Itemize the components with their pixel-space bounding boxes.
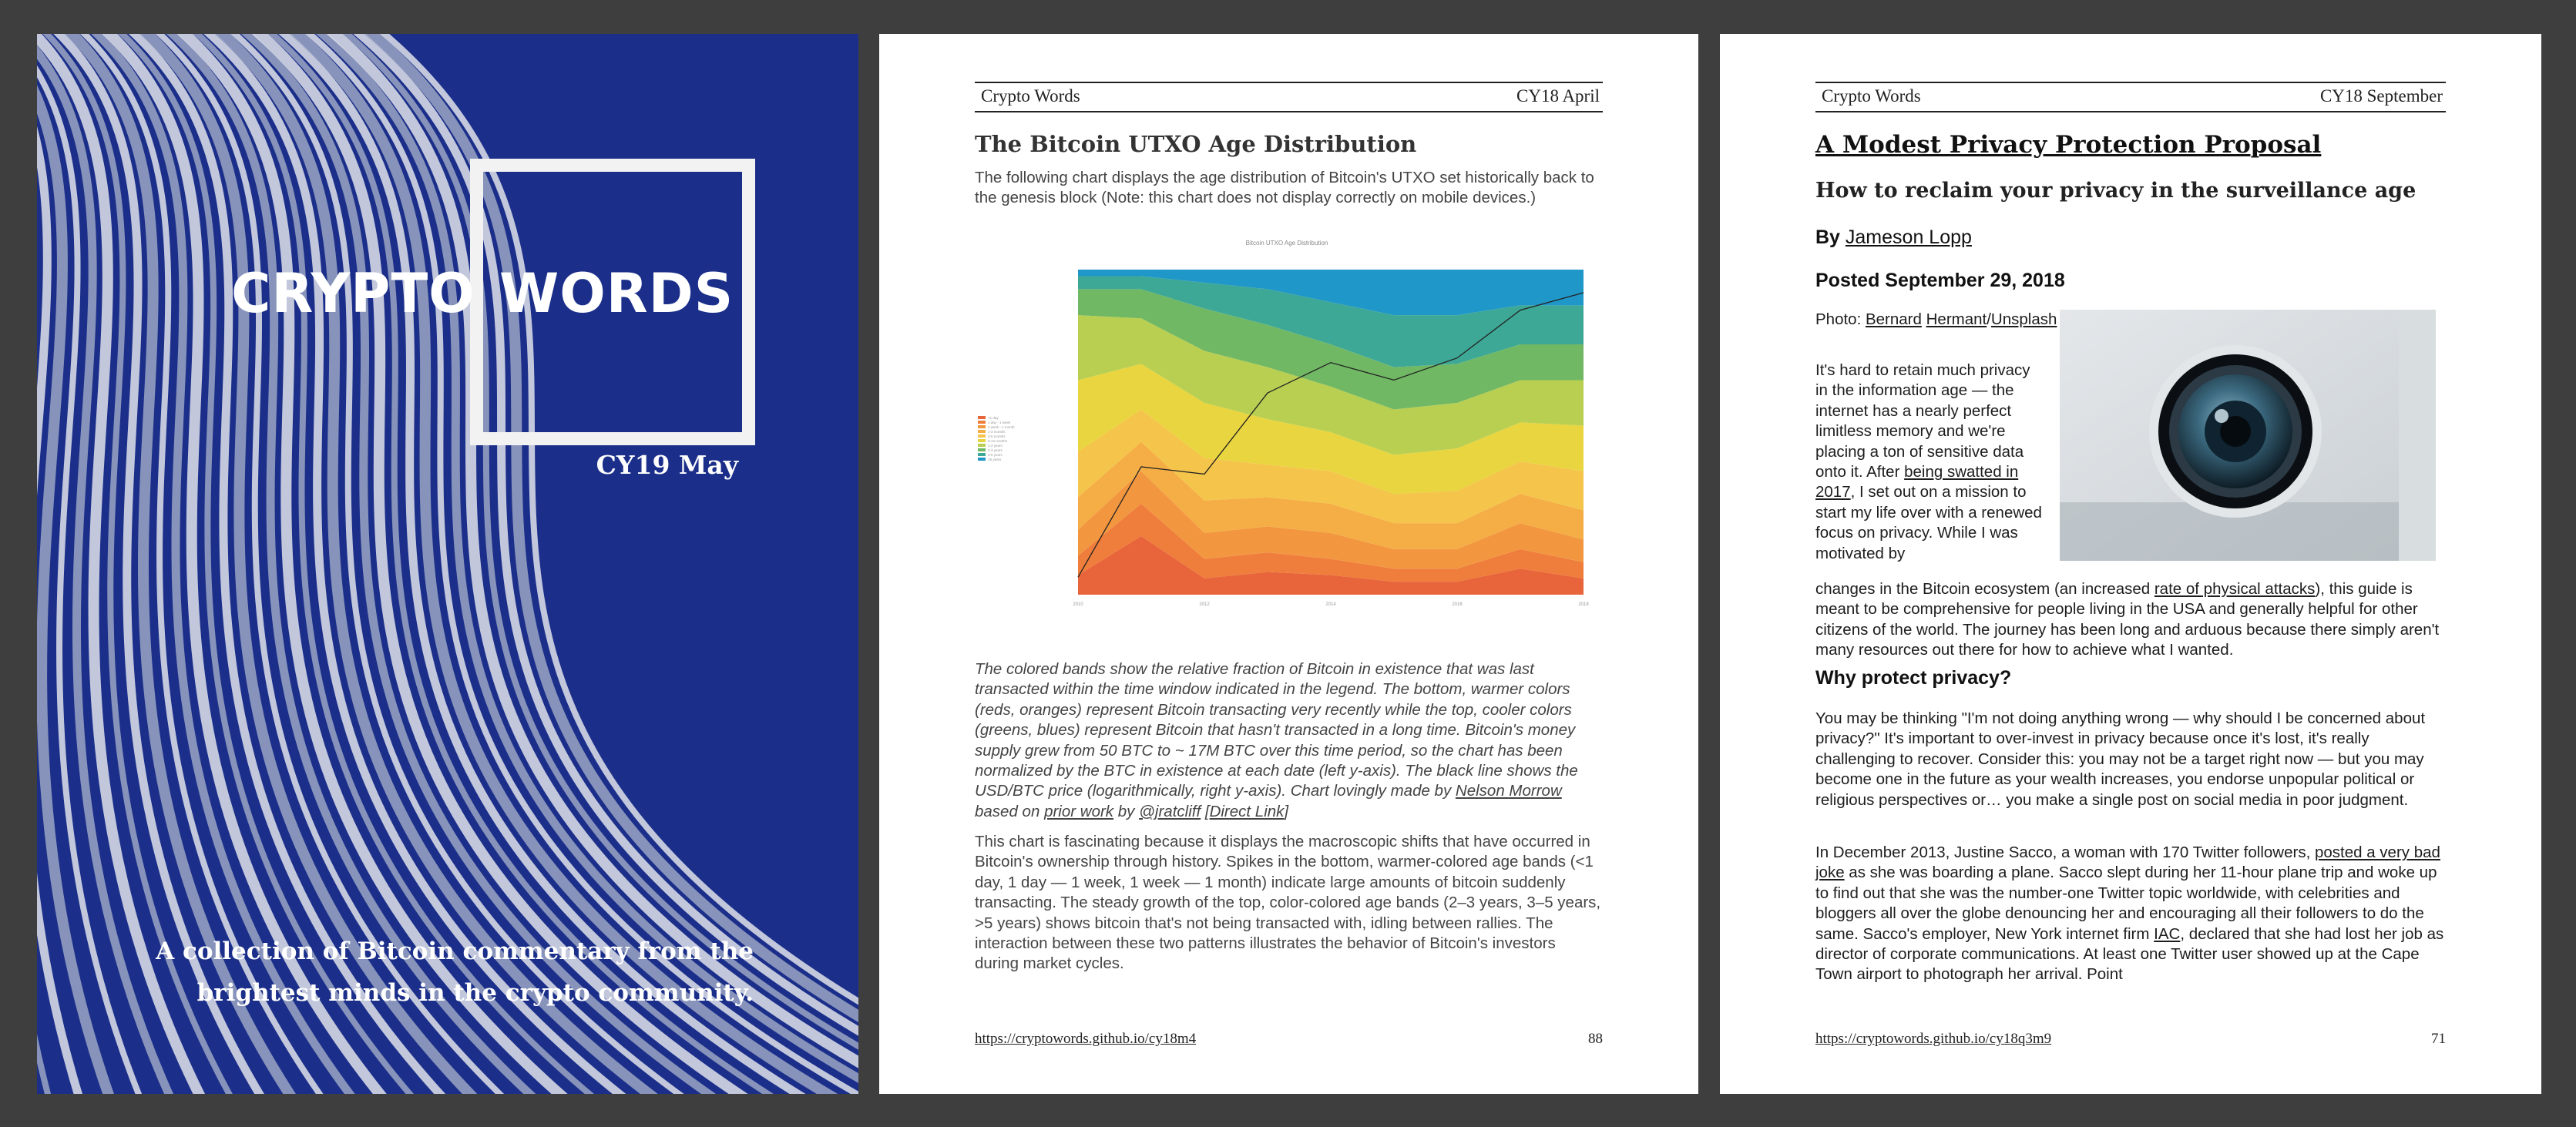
link-physical-attacks[interactable]: rate of physical attacks	[2154, 580, 2316, 598]
legend-swatch	[978, 430, 986, 433]
legend-label: 2-3 years	[988, 448, 1003, 452]
paragraph-justine-sacco	[1815, 843, 2444, 985]
logo-crypto: CRYPTO	[231, 262, 475, 325]
page-number: 71	[2431, 1031, 2446, 1047]
x-tick-label: 2016	[1452, 602, 1463, 607]
intro-paragraph-wrap	[1815, 361, 2047, 564]
running-header	[1815, 82, 2446, 112]
legend-swatch	[978, 458, 986, 461]
posted-date: Posted September 29, 2018	[1815, 270, 2065, 291]
legend-swatch	[978, 444, 986, 447]
byline-prefix: By	[1815, 226, 1846, 248]
x-tick-label: 2014	[1325, 602, 1336, 607]
link-nelson-morrow[interactable]: Nelson Morrow	[1455, 782, 1562, 800]
article-title: The Bitcoin UTXO Age Distribution	[975, 131, 1417, 157]
x-tick-label: 2012	[1199, 602, 1210, 607]
section-heading: Why protect privacy?	[1815, 667, 2012, 689]
running-header	[975, 82, 1603, 112]
cover-issue-label: CY19 May	[596, 450, 738, 480]
legend-label: <1 day	[988, 416, 999, 420]
caption-text: ]	[1284, 802, 1289, 820]
x-tick-label: 2010	[1073, 602, 1083, 607]
link-direct[interactable]: Direct Link	[1209, 802, 1285, 820]
byline	[1815, 226, 1972, 249]
page-number: 88	[1588, 1031, 1603, 1047]
caption-text: based on	[975, 802, 1045, 820]
author-link[interactable]: Jameson Lopp	[1845, 226, 1972, 248]
link-bad-joke[interactable]: posted a very bad joke	[1815, 844, 2440, 882]
legend-label: >5 years	[988, 458, 1002, 461]
legend-label: 6-12 months	[988, 439, 1008, 443]
article-subtitle: How to reclaim your privacy in the surveillance age	[1815, 179, 2416, 203]
legend-swatch	[978, 439, 986, 442]
legend-label: 3-5 years	[988, 453, 1003, 457]
legend-swatch	[978, 453, 986, 456]
footer-url-link[interactable]: https://cryptowords.github.io/cy18q3m9	[1815, 1031, 2052, 1047]
p3-text: as she was boarding a plane. Sacco slept during her 11-hour plane trip and woke up to find out that she was the number-one Twitter topic worldwide, with celebrities and bloggers all over the globe denouncing her and encouraging all their followers to do the same. Sacco's employer, New York internet firm	[1815, 864, 2437, 943]
camera-lens-photo	[2060, 310, 2436, 561]
photo-credit-prefix: Photo:	[1815, 310, 1866, 328]
link-unsplash[interactable]: Unsplash	[1990, 310, 2057, 328]
legend-label: 1 day - 1 week	[988, 421, 1011, 424]
intro-paragraph-cont	[1815, 579, 2444, 661]
article-title-link[interactable]: A Modest Privacy Protection Proposal	[1815, 131, 2322, 159]
chart-caption	[975, 659, 1604, 822]
utxo-age-chart	[975, 239, 1614, 647]
p3-text: In December 2013, Justine Sacco, a woman with 170 Twitter followers,	[1815, 844, 2315, 861]
chart-title: Bitcoin UTXO Age Distribution	[1245, 240, 1328, 247]
p1-text: , I set out on a mission to start my life over with a renewed focus on privacy. While I was motivated by	[1815, 483, 2042, 562]
legend-swatch	[978, 421, 986, 424]
intro-paragraph: The following chart displays the age distribution of Bitcoin's UTXO set historically back to the genesis block (Note: this chart does not display correctly on mobile devices.)	[975, 169, 1594, 207]
caption-text: The colored bands show the relative fraction of Bitcoin in existence that was last transacted within the time window indicated in the legend. The bottom, warmer colors (reds, oranges) represent Bitcoin transacting very recently while the top, cooler colors (greens, blues) represent Bitcoin that hasn't transacted in a long time. Bitcoin's money supply grew from 50 BTC to ~ 17M BTC over this time period, so the chart has been normalized by the BTC in existence at each date (left y-axis). The black line shows the USD/BTC price (logarithmically, right y-axis). Chart lovingly made by	[975, 660, 1578, 800]
link-photographer-last[interactable]: Hermant	[1926, 310, 1987, 328]
p1-text: It's hard to retain much privacy in the information age — the internet has a nearly perfect limitless memory and we're placing a ton of sensitive data onto it. After	[1815, 361, 2030, 481]
link-photographer-first[interactable]: Bernard	[1865, 310, 1922, 328]
legend-swatch	[978, 434, 986, 438]
p1-text: changes in the Bitcoin ecosystem (an increased	[1815, 580, 2155, 598]
legend-label: 1-2 years	[988, 444, 1003, 448]
caption-text: by	[1113, 802, 1140, 820]
legend-swatch	[978, 425, 986, 428]
cover-tagline	[153, 931, 754, 1014]
p3-text: , declared that she had lost her job as director of corporate communications. At least one Twitter user showed up at the Cape Town airport to photograph her arrival. Point	[1815, 924, 2444, 984]
caption-text: [	[1201, 802, 1210, 820]
legend-swatch	[978, 448, 986, 451]
cover-tagline-line2: brightest minds in the crypto community.	[196, 979, 754, 1007]
legend-label: 1 week - 1 month	[988, 425, 1015, 429]
logo-words: WORDS	[499, 262, 734, 325]
x-tick-label: 2018	[1578, 602, 1589, 607]
header-issue: CY18 April	[1516, 86, 1600, 106]
paragraph-why-privacy: You may be thinking "I'm not doing anything wrong — why should I be concerned about privacy?" It's important to over-invest in privacy because once it's lost, it's really challenging to recover. Consider this: you may not be a target right now — but you may become one in the future as your wealth increases, you endorse unpopular political or religious perspectives or… you make a single post on social media in poor judgment.	[1815, 709, 2426, 809]
header-issue: CY18 September	[2319, 86, 2443, 106]
legend-label: 3-6 months	[988, 434, 1006, 438]
body-paragraph: This chart is fascinating because it displays the macroscopic shifts that have occurred in Bitcoin's ownership through history. Spikes in the bottom, warmer-colored age bands (<1 day, 1 day — 1 week, 1 week — 1 month) indicate large amounts of bitcoin suddenly transacting. The steady growth of the top, color-colored age bands (2–3 years, 3–5 years, >5 years) shows bitcoin that's not being transacted with, idling between rallies. The interaction between these two patterns illustrates the behavior of Bitcoin's investors during market cycles.	[975, 833, 1601, 973]
p1-text: ), this guide is meant to be comprehensive for people living in the USA and generally helpful for other citizens of the world. The journey has been long and arduous because there simply aren't many resources out there for how to achieve what I wanted.	[1815, 580, 2440, 659]
link-jratcliff[interactable]: @jratcliff	[1139, 802, 1201, 820]
legend-label: 1-3 months	[988, 430, 1006, 434]
photo-credit	[1815, 310, 2062, 330]
cover-tagline-line1: A collection of Bitcoin commentary from the	[156, 937, 754, 965]
link-prior-work[interactable]: prior work	[1044, 802, 1114, 820]
page-71	[1720, 34, 2541, 1094]
header-publication: Crypto Words	[981, 86, 1080, 106]
header-publication: Crypto Words	[1822, 86, 1921, 106]
legend-swatch	[978, 416, 986, 419]
link-being-swatted[interactable]: being swatted in 2017	[1815, 463, 2019, 501]
page-88	[879, 34, 1698, 1094]
footer-url-link[interactable]: https://cryptowords.github.io/cy18m4	[975, 1031, 1197, 1047]
photo-credit-sep: /	[1987, 310, 1991, 328]
cover-page	[37, 34, 858, 1094]
link-iac[interactable]: IAC	[2154, 924, 2181, 943]
